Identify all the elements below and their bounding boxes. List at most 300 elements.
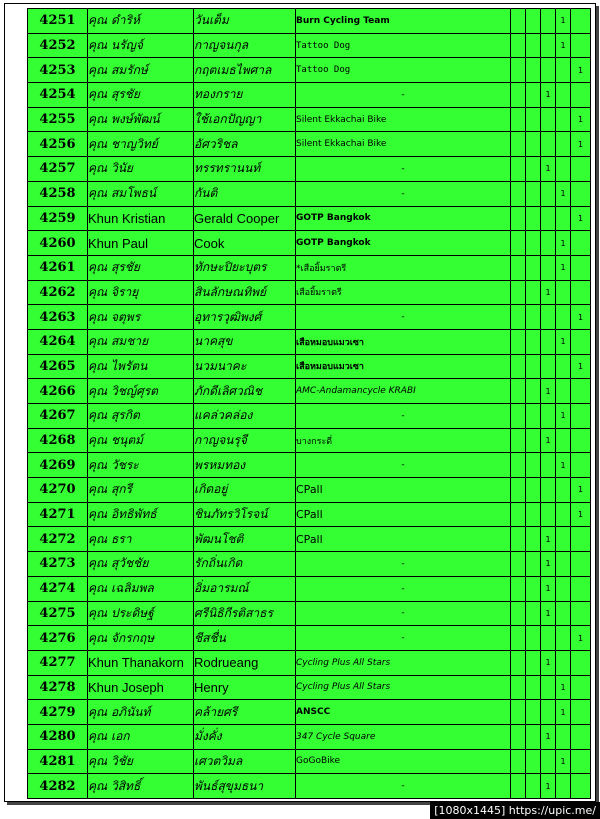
category-cell — [526, 453, 541, 478]
bib-number: 4272 — [28, 527, 88, 552]
first-name: คุณ วิสิทธิ์ — [88, 774, 194, 799]
last-name: แคล่วคล่อง — [194, 404, 296, 429]
category-cell — [511, 749, 526, 774]
last-name: ภักดีเลิศวณิช — [194, 379, 296, 404]
team-name: *เสือยิ้มราตรี — [296, 255, 511, 280]
first-name: Khun Kristian — [88, 206, 194, 231]
last-name: Cook — [194, 231, 296, 256]
bib-number: 4281 — [28, 749, 88, 774]
bib-number: 4276 — [28, 626, 88, 651]
category-cell — [511, 132, 526, 157]
category-cell — [556, 280, 571, 305]
table-body — [28, 9, 591, 799]
category-cell — [526, 478, 541, 503]
category-cell — [511, 354, 526, 379]
bib-number: 4273 — [28, 552, 88, 577]
last-name: ชินภัทรวิโรจน์ — [194, 502, 296, 527]
category-cell — [571, 329, 591, 354]
category-cell — [526, 774, 541, 799]
category-cell — [571, 255, 591, 280]
registration-table — [27, 8, 591, 799]
category-cell — [526, 107, 541, 132]
category-cell — [526, 601, 541, 626]
table-row — [28, 650, 591, 675]
category-cell — [556, 157, 571, 182]
bib-number: 4266 — [28, 379, 88, 404]
category-cell — [556, 601, 571, 626]
category-cell — [556, 206, 571, 231]
category-cell — [571, 379, 591, 404]
bib-number: 4259 — [28, 206, 88, 231]
first-name: คุณ ชนุตม์ — [88, 428, 194, 453]
bib-number: 4265 — [28, 354, 88, 379]
category-cell — [511, 626, 526, 651]
category-cell — [541, 478, 556, 503]
category-cell — [556, 502, 571, 527]
bib-number: 4274 — [28, 576, 88, 601]
first-name: คุณ ชาญวิทย์ — [88, 132, 194, 157]
category-cell — [511, 305, 526, 330]
category-cell — [556, 576, 571, 601]
category-cell — [541, 453, 556, 478]
category-cell — [526, 305, 541, 330]
category-cell: 1 — [556, 33, 571, 58]
category-cell — [511, 428, 526, 453]
first-name: คุณ นรัญจ์ — [88, 33, 194, 58]
first-name: คุณ จักรกฤษ — [88, 626, 194, 651]
category-cell: 1 — [541, 428, 556, 453]
category-cell — [571, 9, 591, 34]
category-cell — [511, 231, 526, 256]
last-name: กันติ — [194, 181, 296, 206]
category-cell — [571, 33, 591, 58]
category-cell — [571, 404, 591, 429]
category-cell — [511, 552, 526, 577]
team-name: GoGoBike — [296, 749, 511, 774]
team-name: - — [296, 404, 511, 429]
category-cell: 1 — [556, 329, 571, 354]
category-cell — [541, 181, 556, 206]
category-cell — [511, 58, 526, 83]
category-cell — [541, 404, 556, 429]
bib-number: 4267 — [28, 404, 88, 429]
first-name: คุณ ประดิษฐ์ — [88, 601, 194, 626]
first-name: Khun Thanakorn — [88, 650, 194, 675]
category-cell: 1 — [556, 255, 571, 280]
category-cell: 1 — [571, 206, 591, 231]
category-cell — [571, 280, 591, 305]
category-cell: 1 — [541, 83, 556, 108]
category-cell — [556, 305, 571, 330]
last-name: อัศวริชล — [194, 132, 296, 157]
category-cell — [541, 33, 556, 58]
category-cell — [511, 255, 526, 280]
category-cell: 1 — [541, 157, 556, 182]
bib-number: 4257 — [28, 157, 88, 182]
last-name: พรหมทอง — [194, 453, 296, 478]
team-name: เสือหมอบแมวเซา — [296, 329, 511, 354]
category-cell — [571, 774, 591, 799]
table-row — [28, 157, 591, 182]
table-row — [28, 231, 591, 256]
last-name: กาญจนกุล — [194, 33, 296, 58]
first-name: คุณ อิทธิพัทธ์ — [88, 502, 194, 527]
category-cell — [511, 675, 526, 700]
category-cell — [556, 132, 571, 157]
last-name: นาคสุข — [194, 329, 296, 354]
table-row — [28, 453, 591, 478]
category-cell — [556, 354, 571, 379]
first-name: คุณ สมรักษ์ — [88, 58, 194, 83]
category-cell — [541, 329, 556, 354]
category-cell — [526, 576, 541, 601]
table-row — [28, 83, 591, 108]
table-row — [28, 58, 591, 83]
category-cell — [556, 552, 571, 577]
last-name: ชีสชื่น — [194, 626, 296, 651]
bib-number: 4253 — [28, 58, 88, 83]
table-row — [28, 404, 591, 429]
team-name: Cycling Plus All Stars — [296, 650, 511, 675]
team-name: - — [296, 626, 511, 651]
category-cell: 1 — [571, 478, 591, 503]
table-row — [28, 700, 591, 725]
team-name: CPall — [296, 527, 511, 552]
category-cell — [526, 675, 541, 700]
last-name: ศรีนิธิกีรติสาธร — [194, 601, 296, 626]
category-cell — [556, 107, 571, 132]
last-name: อุทารวุฒิพงศ์ — [194, 305, 296, 330]
table-row — [28, 478, 591, 503]
category-cell: 1 — [556, 404, 571, 429]
category-cell — [511, 107, 526, 132]
category-cell: 1 — [556, 9, 571, 34]
bib-number: 4278 — [28, 675, 88, 700]
first-name: คุณ จิรายุ — [88, 280, 194, 305]
category-cell: 1 — [541, 650, 556, 675]
team-name: - — [296, 305, 511, 330]
first-name: คุณ สุรกิต — [88, 404, 194, 429]
table-row — [28, 132, 591, 157]
category-cell — [541, 255, 556, 280]
first-name: คุณ เอก — [88, 724, 194, 749]
bib-number: 4277 — [28, 650, 88, 675]
bib-number: 4255 — [28, 107, 88, 132]
table-row — [28, 181, 591, 206]
table-row — [28, 749, 591, 774]
category-cell: 1 — [571, 354, 591, 379]
category-cell: 1 — [541, 576, 556, 601]
category-cell — [526, 354, 541, 379]
category-cell — [511, 700, 526, 725]
first-name: คุณ วินัย — [88, 157, 194, 182]
category-cell — [556, 83, 571, 108]
team-name: CPall — [296, 502, 511, 527]
category-cell: 1 — [571, 132, 591, 157]
category-cell — [511, 478, 526, 503]
category-cell — [556, 724, 571, 749]
category-cell — [541, 749, 556, 774]
category-cell — [556, 379, 571, 404]
bib-number: 4251 — [28, 9, 88, 34]
category-cell — [526, 428, 541, 453]
last-name: เศวตวิมล — [194, 749, 296, 774]
team-name: 347 Cycle Square — [296, 724, 511, 749]
category-cell — [541, 354, 556, 379]
table-row — [28, 280, 591, 305]
category-cell — [571, 724, 591, 749]
bib-number: 4282 — [28, 774, 88, 799]
team-name: CPall — [296, 478, 511, 503]
bib-number: 4263 — [28, 305, 88, 330]
category-cell — [511, 181, 526, 206]
category-cell — [511, 453, 526, 478]
table-row — [28, 527, 591, 552]
bib-number: 4279 — [28, 700, 88, 725]
category-cell — [541, 231, 556, 256]
category-cell — [556, 428, 571, 453]
first-name: Khun Paul — [88, 231, 194, 256]
category-cell — [526, 9, 541, 34]
last-name: อิ่มอารมณ์ — [194, 576, 296, 601]
category-cell — [511, 650, 526, 675]
team-name: - — [296, 181, 511, 206]
category-cell — [511, 774, 526, 799]
category-cell — [511, 379, 526, 404]
category-cell — [541, 107, 556, 132]
category-cell — [511, 601, 526, 626]
category-cell: 1 — [571, 502, 591, 527]
category-cell — [511, 33, 526, 58]
category-cell — [571, 552, 591, 577]
last-name: พัฒนโชติ — [194, 527, 296, 552]
category-cell — [526, 280, 541, 305]
table-row — [28, 206, 591, 231]
category-cell — [541, 206, 556, 231]
category-cell — [541, 502, 556, 527]
last-name: Gerald Cooper — [194, 206, 296, 231]
category-cell — [571, 527, 591, 552]
last-name: กฤตเมธไพศาล — [194, 58, 296, 83]
category-cell — [541, 305, 556, 330]
category-cell — [526, 255, 541, 280]
bib-number: 4258 — [28, 181, 88, 206]
table-row — [28, 724, 591, 749]
category-cell — [526, 650, 541, 675]
last-name: Henry — [194, 675, 296, 700]
category-cell: 1 — [541, 379, 556, 404]
team-name: - — [296, 552, 511, 577]
team-name: GOTP Bangkok — [296, 231, 511, 256]
first-name: คุณ สมชาย — [88, 329, 194, 354]
category-cell — [571, 700, 591, 725]
category-cell — [556, 478, 571, 503]
team-name: - — [296, 453, 511, 478]
category-cell — [571, 675, 591, 700]
category-cell: 1 — [556, 675, 571, 700]
category-cell — [541, 675, 556, 700]
page-frame — [4, 3, 596, 802]
category-cell — [571, 749, 591, 774]
team-name: บางกระดี่ — [296, 428, 511, 453]
table-row — [28, 305, 591, 330]
table-row — [28, 576, 591, 601]
watermark: [1080x1445] https://upic.me/ — [430, 802, 600, 819]
table-row — [28, 33, 591, 58]
category-cell — [511, 206, 526, 231]
category-cell: 1 — [571, 626, 591, 651]
first-name: คุณ ดำริห์ — [88, 9, 194, 34]
bib-number: 4270 — [28, 478, 88, 503]
category-cell — [526, 33, 541, 58]
table-row — [28, 675, 591, 700]
last-name: นวมนาคะ — [194, 354, 296, 379]
category-cell — [526, 749, 541, 774]
team-name: Burn Cycling Team — [296, 9, 511, 34]
category-cell — [571, 231, 591, 256]
category-cell — [526, 724, 541, 749]
category-cell — [541, 9, 556, 34]
category-cell: 1 — [571, 58, 591, 83]
category-cell — [556, 650, 571, 675]
team-name: - — [296, 576, 511, 601]
last-name: ทรรทรานนท์ — [194, 157, 296, 182]
category-cell — [541, 58, 556, 83]
last-name: กาญจนรุจี — [194, 428, 296, 453]
category-cell — [571, 601, 591, 626]
table-row — [28, 379, 591, 404]
category-cell — [511, 329, 526, 354]
first-name: คุณ ธรา — [88, 527, 194, 552]
team-name: GOTP Bangkok — [296, 206, 511, 231]
category-cell — [556, 527, 571, 552]
last-name: เกิดอยู่ — [194, 478, 296, 503]
category-cell — [526, 329, 541, 354]
category-cell — [541, 132, 556, 157]
first-name: คุณ วิชญ์ศุรต — [88, 379, 194, 404]
table-row — [28, 255, 591, 280]
category-cell — [511, 83, 526, 108]
first-name: Khun Joseph — [88, 675, 194, 700]
bib-number: 4268 — [28, 428, 88, 453]
category-cell — [526, 552, 541, 577]
category-cell: 1 — [556, 181, 571, 206]
table-row — [28, 354, 591, 379]
category-cell: 1 — [556, 700, 571, 725]
first-name: คุณ เฉลิมพล — [88, 576, 194, 601]
category-cell — [571, 576, 591, 601]
category-cell: 1 — [541, 552, 556, 577]
table-row — [28, 428, 591, 453]
team-name: - — [296, 774, 511, 799]
category-cell — [511, 724, 526, 749]
category-cell — [571, 157, 591, 182]
last-name: ใช้เอกปัญญา — [194, 107, 296, 132]
team-name: Cycling Plus All Stars — [296, 675, 511, 700]
category-cell — [526, 157, 541, 182]
bib-number: 4262 — [28, 280, 88, 305]
team-name: Silent Ekkachai Bike — [296, 132, 511, 157]
table-row — [28, 502, 591, 527]
category-cell — [526, 404, 541, 429]
category-cell — [571, 453, 591, 478]
category-cell — [526, 181, 541, 206]
category-cell — [571, 428, 591, 453]
category-cell — [556, 626, 571, 651]
category-cell — [511, 404, 526, 429]
category-cell — [526, 83, 541, 108]
team-name: - — [296, 83, 511, 108]
last-name: พันธ์สุขุมธนา — [194, 774, 296, 799]
last-name: สินลักษณทิพย์ — [194, 280, 296, 305]
category-cell — [511, 9, 526, 34]
table-row — [28, 601, 591, 626]
bib-number: 4275 — [28, 601, 88, 626]
category-cell: 1 — [541, 774, 556, 799]
bib-number: 4264 — [28, 329, 88, 354]
category-cell: 1 — [571, 107, 591, 132]
category-cell — [526, 379, 541, 404]
first-name: คุณ สุกรี — [88, 478, 194, 503]
team-name: เสือยิ้มราตรี — [296, 280, 511, 305]
bib-number: 4261 — [28, 255, 88, 280]
last-name: คล้ายศรี — [194, 700, 296, 725]
bib-number: 4252 — [28, 33, 88, 58]
category-cell: 1 — [541, 527, 556, 552]
first-name: คุณ สุรชัย — [88, 83, 194, 108]
bib-number: 4254 — [28, 83, 88, 108]
table-row — [28, 329, 591, 354]
category-cell — [526, 626, 541, 651]
category-cell: 1 — [541, 601, 556, 626]
first-name: คุณ พงษ์พัฒน์ — [88, 107, 194, 132]
category-cell — [526, 58, 541, 83]
category-cell — [541, 700, 556, 725]
team-name: เสือหมอบแมวเซา — [296, 354, 511, 379]
last-name: วันเต็ม — [194, 9, 296, 34]
team-name: AMC-Andamancycle KRABI — [296, 379, 511, 404]
table-row — [28, 9, 591, 34]
category-cell: 1 — [556, 231, 571, 256]
first-name: คุณ อภินันท์ — [88, 700, 194, 725]
first-name: คุณ วัชระ — [88, 453, 194, 478]
first-name: คุณ สุรชัย — [88, 255, 194, 280]
first-name: คุณ สุวัชชัย — [88, 552, 194, 577]
category-cell: 1 — [541, 724, 556, 749]
category-cell — [526, 132, 541, 157]
first-name: คุณ วิชัย — [88, 749, 194, 774]
team-name: Tattoo Dog — [296, 58, 511, 83]
last-name: มั่งคั่ง — [194, 724, 296, 749]
last-name: Rodrueang — [194, 650, 296, 675]
category-cell: 1 — [571, 305, 591, 330]
category-cell — [571, 650, 591, 675]
category-cell — [511, 157, 526, 182]
first-name: คุณ ไพรัตน — [88, 354, 194, 379]
category-cell — [571, 181, 591, 206]
bib-number: 4280 — [28, 724, 88, 749]
bib-number: 4271 — [28, 502, 88, 527]
category-cell — [526, 206, 541, 231]
last-name: ทักษะปิยะบุตร — [194, 255, 296, 280]
category-cell — [556, 58, 571, 83]
first-name: คุณ จตุพร — [88, 305, 194, 330]
last-name: ทองกราย — [194, 83, 296, 108]
category-cell — [526, 231, 541, 256]
last-name: รักถิ่นเกิด — [194, 552, 296, 577]
category-cell — [511, 502, 526, 527]
table-row — [28, 107, 591, 132]
